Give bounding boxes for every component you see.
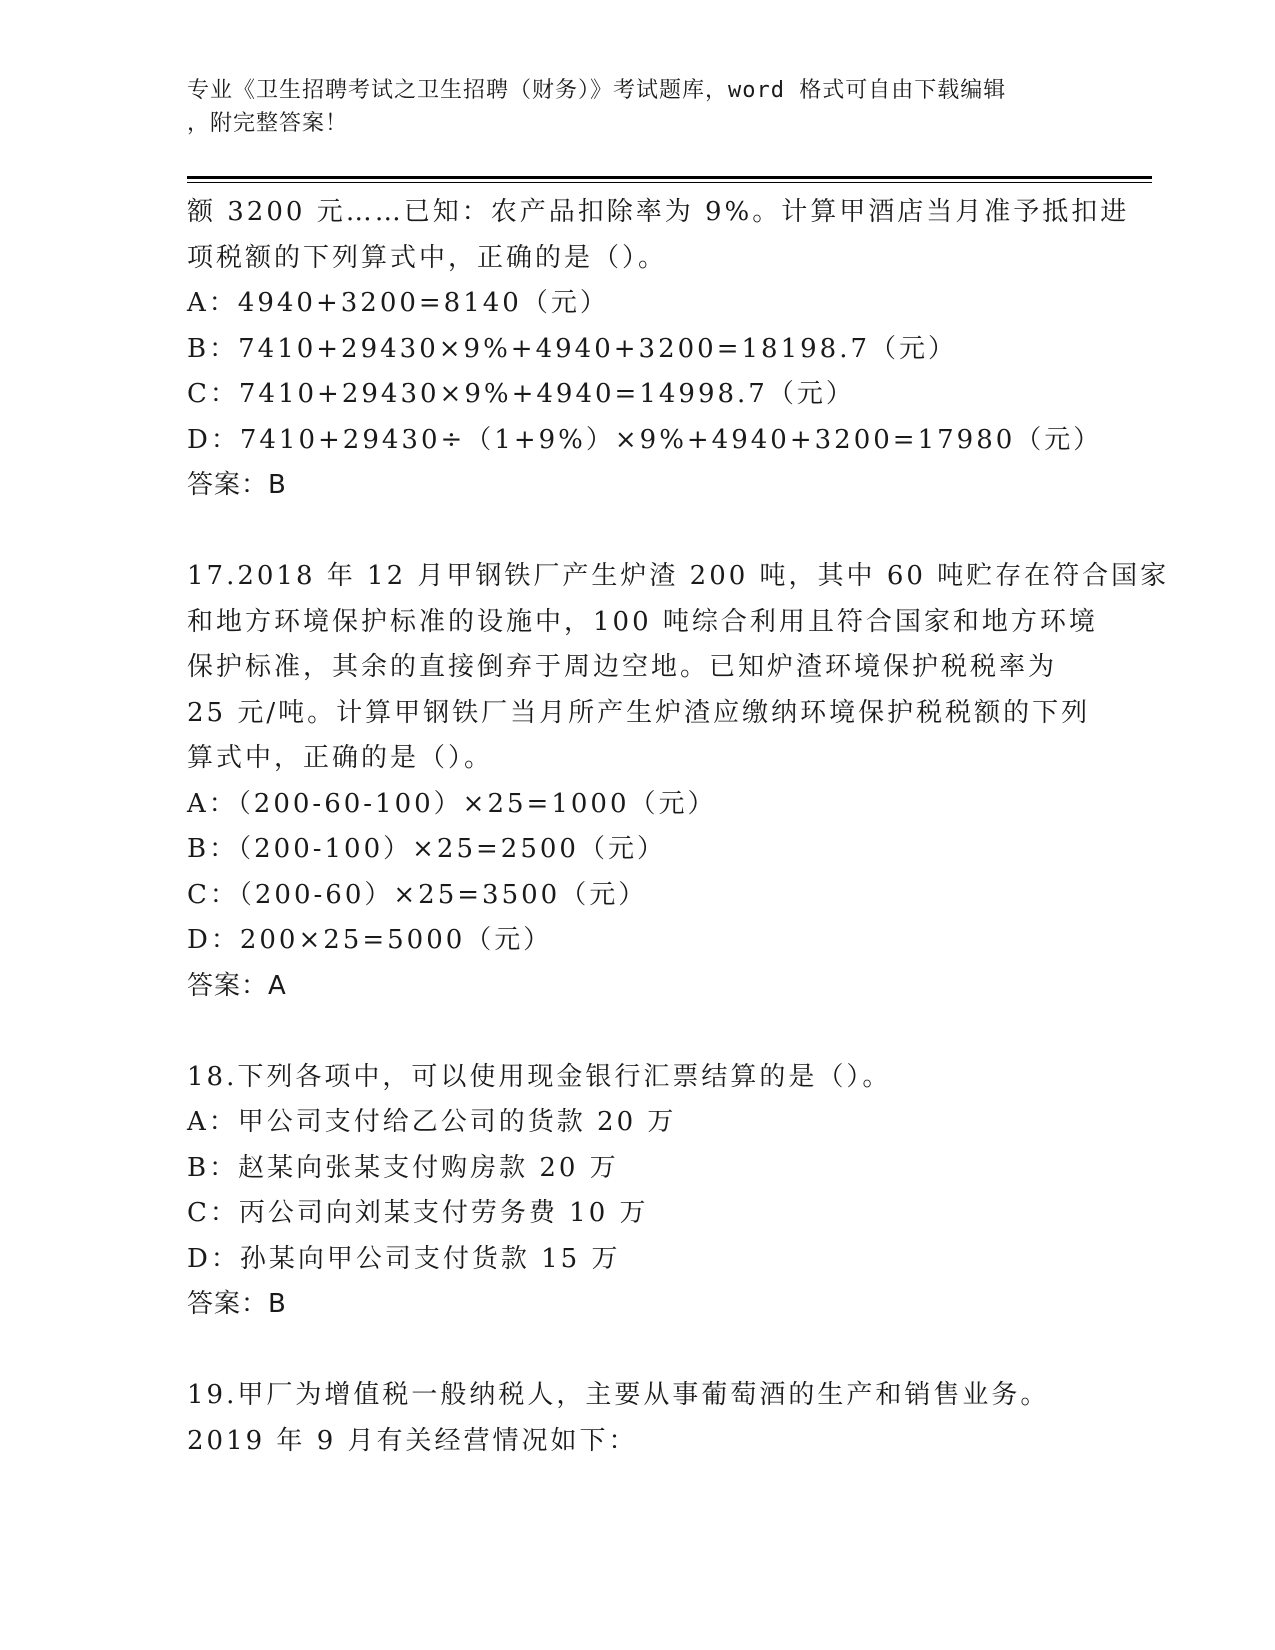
question-17 [187,554,1170,1009]
question-18 [187,1055,1087,1328]
option-c: C：7410+29430×9%+4940=14998.7（元） [187,379,855,409]
question-text: 17.2018 年 12 月甲钢铁厂产生炉渣 200 吨，其中 60 吨贮存在符合国家 [187,561,1170,591]
option-d: D：孙某向甲公司支付货款 15 万 [187,1243,621,1274]
option-d: D：7410+29430÷（1+9%）×9%+4940+3200=17980（元） [187,424,1103,455]
document-body [187,190,1170,1464]
answer: 答案：B [187,470,287,500]
option-b: B：赵某向张某支付购房款 20 万 [187,1152,619,1183]
spacer [187,509,1087,555]
question-text: 和地方环境保护标准的设施中，100 吨综合利用且符合国家和地方环境 [187,606,1098,637]
option-c: C：（200-60）×25=3500（元） [187,879,648,910]
question-text: 18.下列各项中，可以使用现金银行汇票结算的是（）。 [187,1061,892,1092]
option-b: B：（200-100）×25=2500（元） [187,834,666,864]
answer: 答案：A [187,970,287,1001]
option-c: C：丙公司向刘某支付劳务费 10 万 [187,1198,649,1228]
option-d: D：200×25=5000（元） [187,925,553,955]
option-a: A：4940+3200=8140（元） [187,288,609,318]
option-a: A：（200-60-100）×25=1000（元） [187,788,717,819]
spacer [187,1009,1087,1055]
question-text: 19.甲厂为增值税一般纳税人，主要从事葡萄酒的生产和销售业务。 [187,1380,1050,1410]
question-text: 保护标准，其余的直接倒弃于周边空地。已知炉渣环境保护税税率为 [187,652,1058,682]
question-text: 2019 年 9 月有关经营情况如下： [187,1425,638,1456]
header-line-2: ，附完整答案！ [187,111,349,136]
question-19 [187,1373,1087,1464]
answer: 答案：B [187,1289,287,1319]
header-divider-thick [187,176,1152,179]
header-divider-thin [187,182,1152,183]
question-text: 25 元/吨。计算甲钢铁厂当月所产生炉渣应缴纳环境保护税税额的下列 [187,697,1091,728]
question-text: 算式中，正确的是（）。 [187,743,494,773]
spacer [187,1328,1087,1374]
option-a: A：甲公司支付给乙公司的货款 20 万 [187,1107,677,1137]
question-text: 额 3200 元……已知：农产品扣除率为 9%。计算甲酒店当月准予抵扣进 [187,197,1130,227]
document-header [187,74,1087,140]
option-b: B：7410+29430×9%+4940+3200=18198.7（元） [187,333,958,364]
question-text: 项税额的下列算式中，正确的是（）。 [187,242,668,273]
header-line-1: 专业《卫生招聘考试之卫生招聘（财务）》考试题库，word 格式可自由下载编辑 [187,78,1007,103]
question-16 [187,190,1130,509]
